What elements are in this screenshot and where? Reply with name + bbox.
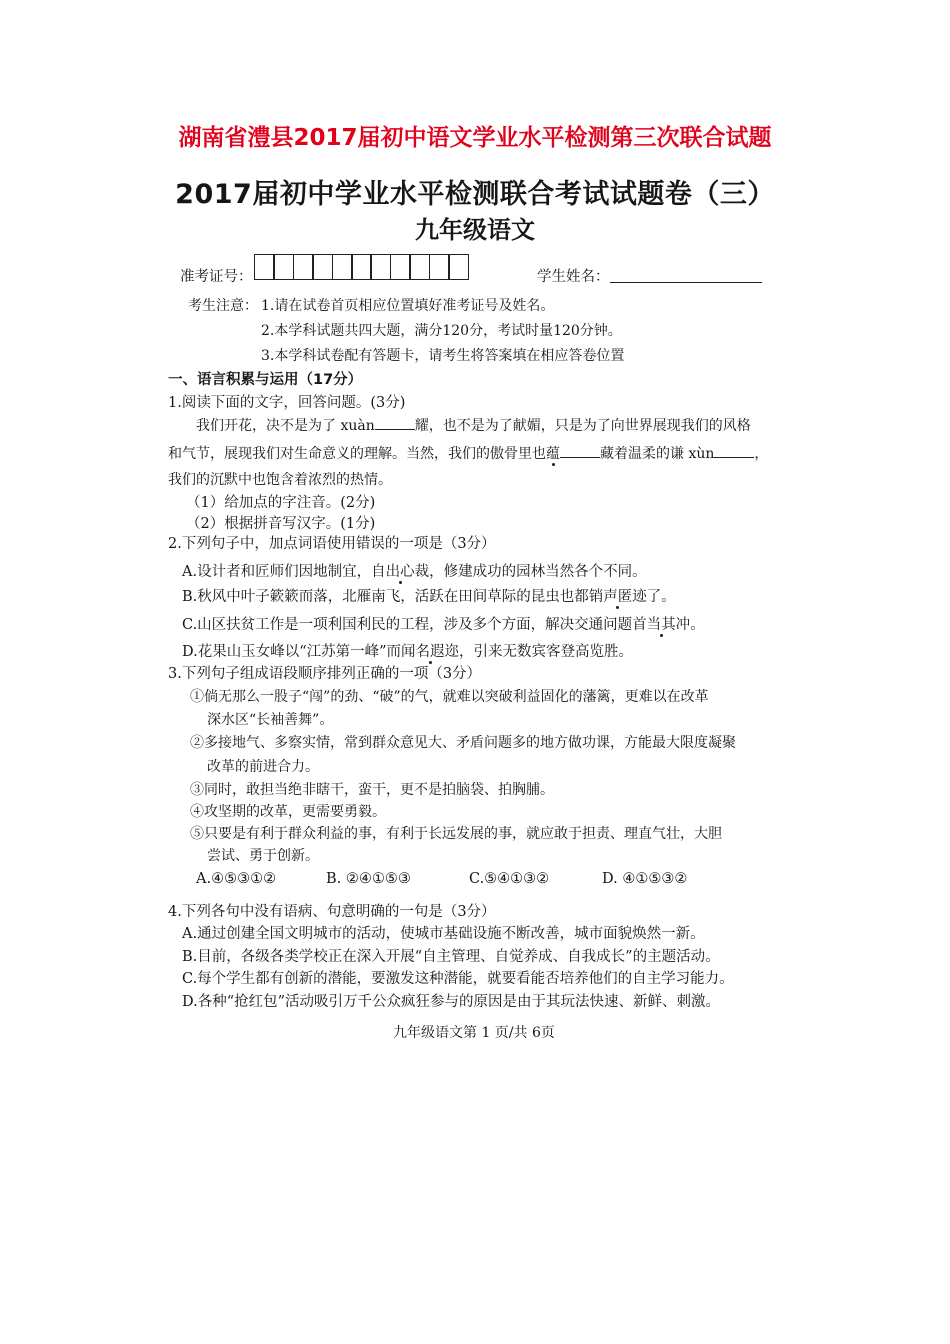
- section-heading: 一、语言积累与运用（17分）: [168, 372, 363, 388]
- q2-text: 了。: [646, 589, 676, 605]
- notice-item-1: 1.请在试卷首页相应位置填好准考证号及姓名。: [261, 298, 555, 314]
- notice-label: 考生注意：: [188, 298, 258, 314]
- exam-number-box[interactable]: [312, 254, 333, 280]
- q3-stem: 3.下列句子组成语段顺序排列正确的一项（3分）: [168, 666, 482, 682]
- exam-number-boxes[interactable]: [254, 254, 467, 280]
- q2-option-b: [182, 585, 676, 606]
- q1-paragraph-line-2: [168, 443, 768, 463]
- q4-stem: 4.下列各句中没有语病、句意明确的一句是（3分）: [168, 904, 496, 920]
- q3-option-b: B. ②④①⑤③: [326, 871, 411, 887]
- q3-option-c: C.⑤④①③②: [469, 871, 550, 887]
- exam-number-box[interactable]: [293, 254, 314, 280]
- page-footer: 九年级语文第 1 页/共 6页: [393, 1025, 555, 1041]
- q1-stem: 1.阅读下面的文字，回答问题。(3分): [168, 395, 406, 411]
- q1-text: ，: [754, 446, 769, 462]
- q3-sentence-5: ⑤只要是有利于群众利益的事，有利于长远发展的事，就应敢于担责、理直气壮，大胆: [190, 826, 722, 842]
- q3-sentence-5-cont: 尝试、勇于创新。: [207, 848, 319, 864]
- q2-dotted-phrase: 闻名遐迩: [401, 644, 460, 660]
- q3-sentence-2-cont: 改革的前进合力。: [207, 759, 319, 775]
- exam-number-box[interactable]: [273, 254, 294, 280]
- exam-number-box[interactable]: [409, 254, 430, 280]
- subject-title: 九年级语文: [415, 216, 535, 244]
- q3-sentence-1-cont: 深水区“长袖善舞”。: [207, 712, 334, 728]
- q2-stem: 2.下列句子中，加点词语使用错误的一项是（3分）: [168, 536, 496, 552]
- exam-number-box[interactable]: [332, 254, 353, 280]
- q3-option-a: A.④⑤③①②: [196, 871, 277, 887]
- q3-sentence-2: ②多接地气、多察实情，常到群众意见大、矛盾问题多的地方做功课，方能最大限度凝聚: [190, 735, 736, 751]
- q4-option-d: D.各种“抢红包”活动吸引万千公众疯狂参与的原因是由于其玩法快速、新鲜、刺激。: [182, 994, 721, 1010]
- q3-options: [196, 871, 687, 887]
- q2-text: D.花果山玉女峰以“江苏第一峰”而: [182, 644, 402, 660]
- exam-number-box[interactable]: [448, 254, 469, 280]
- notice-item-3: 3.本学科试卷配有答题卡，请考生将答案填在相应答卷位置: [261, 348, 625, 364]
- q2-option-d: [182, 640, 633, 661]
- exam-title: 2017届初中学业水平检测联合考试试题卷（三）: [175, 179, 775, 210]
- exam-number-box[interactable]: [390, 254, 411, 280]
- q4-option-c: C.每个学生都有创新的潜能，要激发这种潜能，就要看能否培养他们的自主学习能力。: [182, 971, 734, 987]
- exam-number-box[interactable]: [254, 254, 275, 280]
- document-source-title: 湖南省澧县2017届初中语文学业水平检测第三次联合试题: [178, 125, 772, 151]
- q3-sentence-1: ①倘无那么一股子“闯”的劲、“破”的气，就难以突破利益固化的藩篱，更难以在改革: [190, 689, 709, 705]
- student-name-label: 学生姓名：: [537, 269, 610, 285]
- q3-sentence-4: ④攻坚期的改革，更需要勇毅。: [190, 804, 386, 820]
- notice-item-2: 2.本学科试题共四大题，满分120分，考试时量120分钟。: [261, 323, 622, 339]
- q2-dotted-phrase: 销声匿迹: [588, 589, 647, 605]
- q2-text: 。: [690, 617, 705, 633]
- exam-number-label: 准考证号：: [180, 269, 253, 285]
- q2-text: ，引来无数宾客登高览胜。: [459, 644, 634, 660]
- q2-option-a: [182, 560, 647, 581]
- q1-answer-blank-3[interactable]: [714, 457, 754, 458]
- q1-paragraph-line-3: 我们的沉默中也饱含着浓烈的热情。: [168, 472, 392, 488]
- q2-text: ，修建成功的园林当然各个不同。: [429, 564, 647, 580]
- q4-option-a: A.通过创建全国文明城市的活动，使城市基础设施不断改善，城市面貌焕然一新。: [182, 926, 705, 942]
- q1-text: 耀，也不是为了献媚，只是为了向世界展现我们的风格: [414, 418, 751, 434]
- exam-number-box[interactable]: [370, 254, 391, 280]
- q3-sentence-3: ③同时，敢担当绝非瞎干，蛮干，更不是拍脑袋、拍胸脯。: [190, 782, 554, 798]
- q1-answer-blank-1[interactable]: [375, 429, 415, 430]
- q2-text: A.设计者和匠师们因地制宜，: [182, 564, 372, 580]
- q2-option-c: [182, 613, 705, 634]
- q2-text: B.秋风中叶子簌簌而落，北雁南飞，活跃在田间草际的昆虫也都: [182, 589, 589, 605]
- student-name-field[interactable]: [610, 282, 762, 283]
- q4-option-b: B.目前，各级各类学校正在深入开展“自主管理、自觉养成、自我成长”的主题活动。: [182, 949, 720, 965]
- q1-text: 和气节，展现我们对生命意义的理解。当然，我们的傲骨里也: [168, 446, 546, 462]
- q1-subquestion-1: （1）给加点的字注音。(2分): [186, 495, 376, 511]
- q1-text: 藏着温柔的谦 xùn: [600, 446, 715, 462]
- q3-option-d: D. ④①⑤③②: [602, 871, 688, 887]
- exam-number-box[interactable]: [351, 254, 372, 280]
- exam-number-box[interactable]: [429, 254, 450, 280]
- q1-dotted-char: 蕴: [546, 446, 560, 462]
- q2-text: C.山区扶贫工作是一项利国利民的工程，涉及多个方面，解决交通问题: [182, 617, 633, 633]
- q2-dotted-phrase: 自出心裁: [371, 564, 430, 580]
- q1-answer-blank-2[interactable]: [560, 457, 600, 458]
- q2-dotted-phrase: 首当其冲: [632, 617, 691, 633]
- q1-text: 我们开花，决不是为了 xuàn: [196, 418, 375, 434]
- q1-subquestion-2: （2）根据拼音写汉字。(1分): [186, 516, 376, 532]
- q1-paragraph-line-1: [196, 415, 751, 435]
